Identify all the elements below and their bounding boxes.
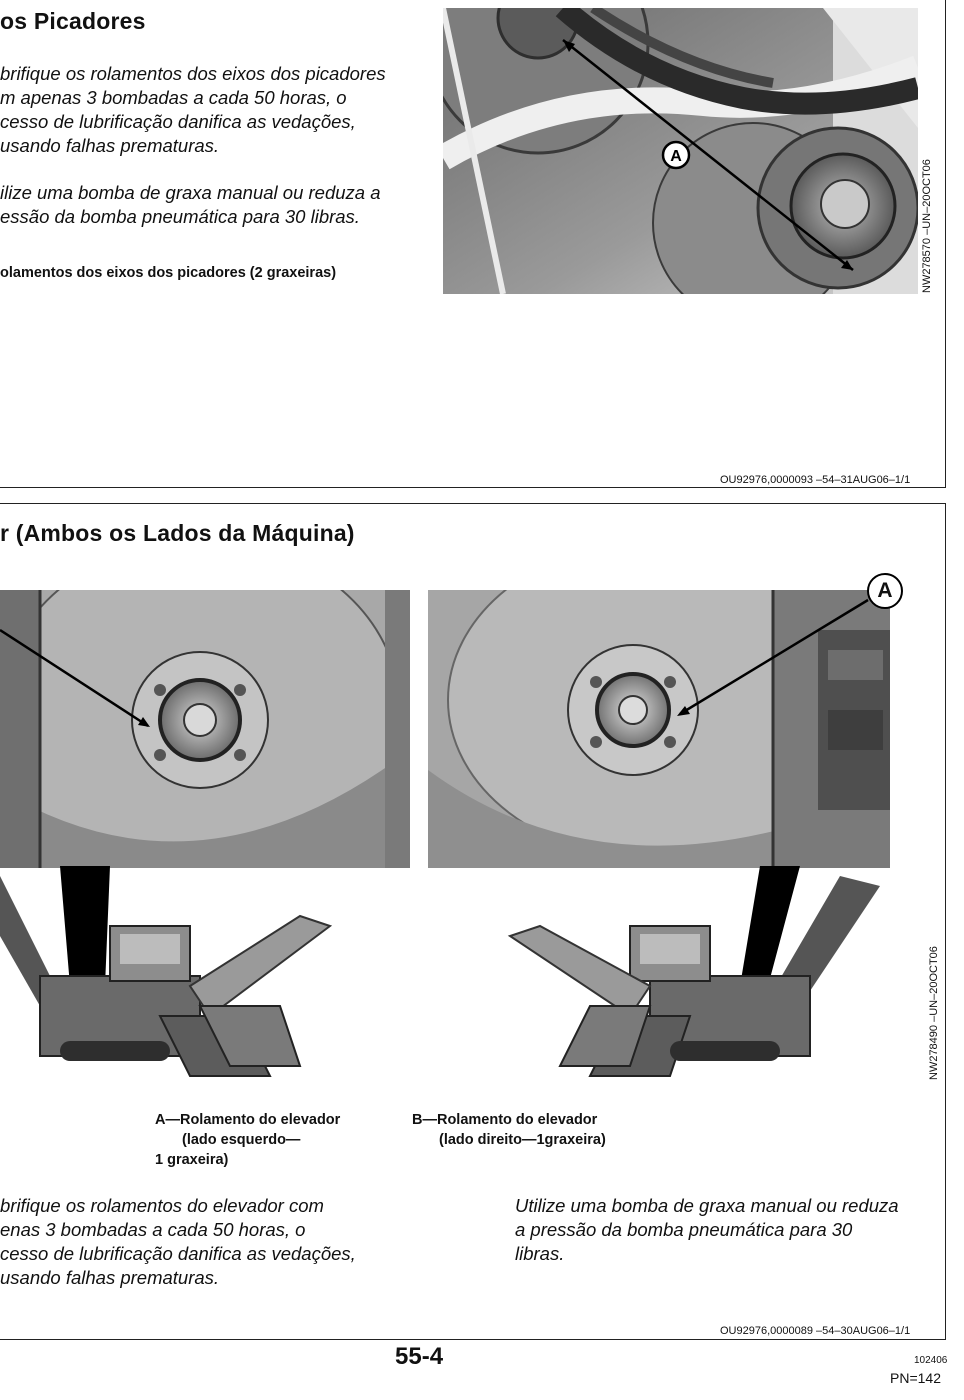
elevator-bearing-left-photo [0,590,410,868]
text-line: essão da bomba pneumática para 30 libras. [0,206,360,227]
callout-a-label: A [877,579,893,602]
text-line: brifique os rolamentos do elevador com [0,1195,324,1216]
text-line: usando falhas prematuras. [0,135,220,156]
callout-a-badge [867,573,903,609]
text-line: brifique os rolamentos dos eixos dos picadores [0,63,386,84]
section1-bottom-rule [0,487,946,488]
caption-line: (lado esquerdo— [182,1132,301,1148]
caption-line: B—Rolamento do elevador [412,1112,598,1128]
page-pn: PN=142 [890,1370,941,1386]
caption-line: 1 graxeira) [155,1152,229,1168]
caption-b [412,1110,606,1150]
section2-title: r (Ambos os Lados da Máquina) [0,520,355,546]
text-line: enas 3 bombadas a cada 50 horas, o [0,1219,306,1240]
right-margin-rule-1 [945,0,946,488]
left-bearing-illustration [0,590,410,868]
text-line: usando falhas prematuras. [0,1267,220,1288]
section2-top-rule [0,503,946,504]
photo2-code: NW278490 –UN–20OCT06 [928,946,940,1080]
page-date-code: 102406 [914,1355,948,1366]
text-line: a pressão da bomba pneumática para 30 [515,1219,853,1240]
section2-paragraph-right [515,1194,940,1266]
section1-title: os Picadores [0,8,146,34]
text-line: libras. [515,1243,565,1264]
photo1-code: NW278570 –UN–20OCT06 [921,159,933,293]
caption-line: A—Rolamento do elevador [155,1112,341,1128]
caption-a [155,1110,340,1170]
section2-footer-ref: OU92976,0000089 –54–30AUG06–1/1 [720,1325,911,1337]
section1-paragraph1 [0,62,430,158]
callout-a-label: A [670,148,682,165]
harvester-right-drawing [500,866,880,1086]
harvester-left-illustration [0,866,360,1086]
picker-bearings-illustration [443,8,918,294]
picker-bearings-photo [443,8,918,294]
harvester-left-drawing [0,866,360,1086]
text-line: ilize uma bomba de graxa manual ou reduza a [0,182,381,203]
elevator-bearing-right-photo [428,590,890,868]
section2-bottom-rule [0,1339,946,1340]
section1-footer-ref: OU92976,0000093 –54–31AUG06–1/1 [720,474,911,486]
text-line: Utilize uma bomba de graxa manual ou reduza [515,1195,899,1216]
section2-paragraph-left [0,1194,420,1290]
right-bearing-illustration [428,590,890,868]
text-line: cesso de lubrificação danifica as vedações, [0,111,356,132]
section1-paragraph2 [0,181,430,229]
text-line: m apenas 3 bombadas a cada 50 horas, o [0,87,347,108]
right-margin-rule-2 [945,503,946,1339]
harvester-right-illustration [500,866,880,1086]
text-line: cesso de lubrificação danifica as vedações, [0,1243,356,1264]
caption-line: (lado direito—1graxeira) [439,1132,606,1148]
section1-caption: olamentos dos eixos dos picadores (2 graxeiras) [0,265,337,281]
page-number: 55-4 [395,1343,444,1370]
